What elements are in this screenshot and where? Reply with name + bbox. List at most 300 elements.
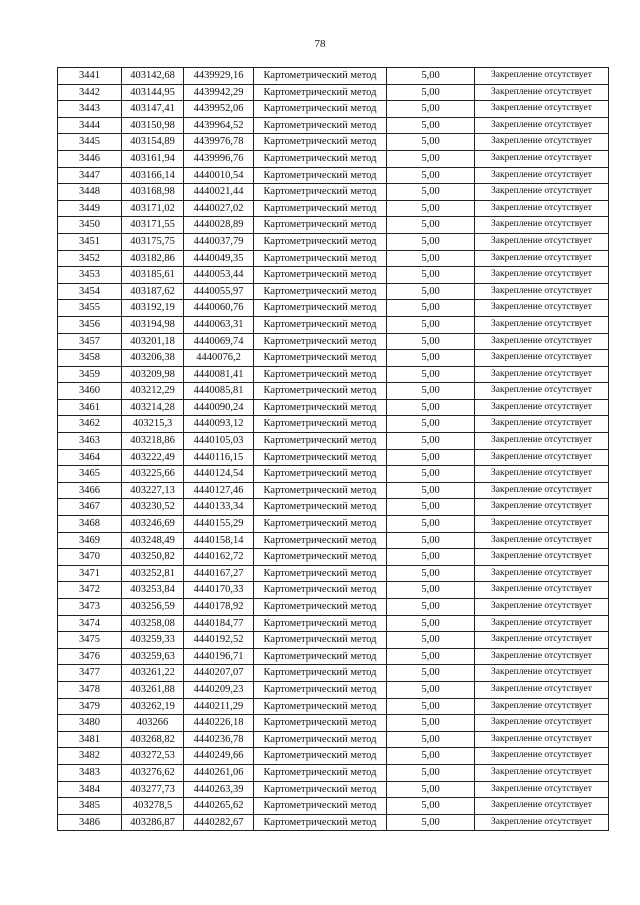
x-coordinate-cell: 403166,14	[122, 167, 184, 184]
table-row	[58, 217, 609, 234]
x-coordinate-cell: 403171,02	[122, 200, 184, 217]
table-row	[58, 383, 609, 400]
accuracy-cell: 5,00	[387, 748, 475, 765]
point-number-cell: 3457	[58, 333, 122, 350]
x-coordinate-cell: 403248,49	[122, 532, 184, 549]
accuracy-cell: 5,00	[387, 200, 475, 217]
fixation-cell: Закрепление отсутствует	[475, 681, 609, 698]
accuracy-cell: 5,00	[387, 466, 475, 483]
table-row	[58, 582, 609, 599]
y-coordinate-cell: 4440263,39	[184, 781, 254, 798]
table-row	[58, 350, 609, 367]
y-coordinate-cell: 4440211,29	[184, 698, 254, 715]
fixation-cell: Закрепление отсутствует	[475, 267, 609, 284]
method-cell: Картометрический метод	[254, 101, 387, 118]
y-coordinate-cell: 4440010,54	[184, 167, 254, 184]
accuracy-cell: 5,00	[387, 84, 475, 101]
table-row	[58, 101, 609, 118]
accuracy-cell: 5,00	[387, 233, 475, 250]
y-coordinate-cell: 4440236,78	[184, 731, 254, 748]
accuracy-cell: 5,00	[387, 433, 475, 450]
accuracy-cell: 5,00	[387, 715, 475, 732]
table-row	[58, 333, 609, 350]
method-cell: Картометрический метод	[254, 599, 387, 616]
fixation-cell: Закрепление отсутствует	[475, 482, 609, 499]
x-coordinate-cell: 403182,86	[122, 250, 184, 267]
method-cell: Картометрический метод	[254, 117, 387, 134]
method-cell: Картометрический метод	[254, 300, 387, 317]
accuracy-cell: 5,00	[387, 167, 475, 184]
accuracy-cell: 5,00	[387, 184, 475, 201]
y-coordinate-cell: 4440155,29	[184, 516, 254, 533]
y-coordinate-cell: 4440116,15	[184, 449, 254, 466]
x-coordinate-cell: 403230,52	[122, 499, 184, 516]
x-coordinate-cell: 403147,41	[122, 101, 184, 118]
x-coordinate-cell: 403206,38	[122, 350, 184, 367]
table-row	[58, 698, 609, 715]
y-coordinate-cell: 4440167,27	[184, 565, 254, 582]
table-row	[58, 715, 609, 732]
table-row	[58, 665, 609, 682]
point-number-cell: 3476	[58, 648, 122, 665]
y-coordinate-cell: 4440158,14	[184, 532, 254, 549]
table-row	[58, 300, 609, 317]
method-cell: Картометрический метод	[254, 333, 387, 350]
point-number-cell: 3459	[58, 366, 122, 383]
y-coordinate-cell: 4440226,18	[184, 715, 254, 732]
point-number-cell: 3455	[58, 300, 122, 317]
fixation-cell: Закрепление отсутствует	[475, 150, 609, 167]
point-number-cell: 3444	[58, 117, 122, 134]
method-cell: Картометрический метод	[254, 698, 387, 715]
accuracy-cell: 5,00	[387, 798, 475, 815]
table-row	[58, 731, 609, 748]
method-cell: Картометрический метод	[254, 615, 387, 632]
table-row	[58, 399, 609, 416]
fixation-cell: Закрепление отсутствует	[475, 499, 609, 516]
point-number-cell: 3442	[58, 84, 122, 101]
fixation-cell: Закрепление отсутствует	[475, 648, 609, 665]
y-coordinate-cell: 4440178,92	[184, 599, 254, 616]
accuracy-cell: 5,00	[387, 482, 475, 499]
method-cell: Картометрический метод	[254, 748, 387, 765]
y-coordinate-cell: 4440037,79	[184, 233, 254, 250]
x-coordinate-cell: 403250,82	[122, 549, 184, 566]
x-coordinate-cell: 403209,98	[122, 366, 184, 383]
coordinates-table-body	[58, 68, 609, 831]
accuracy-cell: 5,00	[387, 599, 475, 616]
fixation-cell: Закрепление отсутствует	[475, 516, 609, 533]
method-cell: Картометрический метод	[254, 549, 387, 566]
fixation-cell: Закрепление отсутствует	[475, 167, 609, 184]
method-cell: Картометрический метод	[254, 516, 387, 533]
y-coordinate-cell: 4440207,07	[184, 665, 254, 682]
accuracy-cell: 5,00	[387, 350, 475, 367]
table-row	[58, 150, 609, 167]
method-cell: Картометрический метод	[254, 134, 387, 151]
method-cell: Картометрический метод	[254, 565, 387, 582]
table-row	[58, 466, 609, 483]
method-cell: Картометрический метод	[254, 814, 387, 831]
method-cell: Картометрический метод	[254, 681, 387, 698]
x-coordinate-cell: 403192,19	[122, 300, 184, 317]
x-coordinate-cell: 403150,98	[122, 117, 184, 134]
fixation-cell: Закрепление отсутствует	[475, 532, 609, 549]
table-row	[58, 549, 609, 566]
fixation-cell: Закрепление отсутствует	[475, 565, 609, 582]
table-row	[58, 184, 609, 201]
y-coordinate-cell: 4440282,67	[184, 814, 254, 831]
fixation-cell: Закрепление отсутствует	[475, 383, 609, 400]
table-row	[58, 599, 609, 616]
accuracy-cell: 5,00	[387, 217, 475, 234]
x-coordinate-cell: 403161,94	[122, 150, 184, 167]
x-coordinate-cell: 403268,82	[122, 731, 184, 748]
y-coordinate-cell: 4440249,66	[184, 748, 254, 765]
x-coordinate-cell: 403194,98	[122, 316, 184, 333]
table-row	[58, 781, 609, 798]
point-number-cell: 3451	[58, 233, 122, 250]
fixation-cell: Закрепление отсутствует	[475, 731, 609, 748]
table-row	[58, 200, 609, 217]
fixation-cell: Закрепление отсутствует	[475, 350, 609, 367]
table-row	[58, 283, 609, 300]
x-coordinate-cell: 403154,89	[122, 134, 184, 151]
method-cell: Картометрический метод	[254, 84, 387, 101]
x-coordinate-cell: 403201,18	[122, 333, 184, 350]
method-cell: Картометрический метод	[254, 150, 387, 167]
table-row	[58, 764, 609, 781]
point-number-cell: 3460	[58, 383, 122, 400]
fixation-cell: Закрепление отсутствует	[475, 814, 609, 831]
y-coordinate-cell: 4440265,62	[184, 798, 254, 815]
point-number-cell: 3472	[58, 582, 122, 599]
fixation-cell: Закрепление отсутствует	[475, 184, 609, 201]
y-coordinate-cell: 4439976,78	[184, 134, 254, 151]
y-coordinate-cell: 4440124,54	[184, 466, 254, 483]
y-coordinate-cell: 4440053,44	[184, 267, 254, 284]
fixation-cell: Закрепление отсутствует	[475, 233, 609, 250]
method-cell: Картометрический метод	[254, 482, 387, 499]
x-coordinate-cell: 403258,08	[122, 615, 184, 632]
fixation-cell: Закрепление отсутствует	[475, 449, 609, 466]
method-cell: Картометрический метод	[254, 267, 387, 284]
x-coordinate-cell: 403259,63	[122, 648, 184, 665]
method-cell: Картометрический метод	[254, 250, 387, 267]
point-number-cell: 3466	[58, 482, 122, 499]
x-coordinate-cell: 403144,95	[122, 84, 184, 101]
fixation-cell: Закрепление отсутствует	[475, 101, 609, 118]
y-coordinate-cell: 4440105,03	[184, 433, 254, 450]
point-number-cell: 3474	[58, 615, 122, 632]
method-cell: Картометрический метод	[254, 350, 387, 367]
accuracy-cell: 5,00	[387, 383, 475, 400]
point-number-cell: 3486	[58, 814, 122, 831]
y-coordinate-cell: 4440162,72	[184, 549, 254, 566]
point-number-cell: 3468	[58, 516, 122, 533]
fixation-cell: Закрепление отсутствует	[475, 466, 609, 483]
table-row	[58, 565, 609, 582]
point-number-cell: 3447	[58, 167, 122, 184]
fixation-cell: Закрепление отсутствует	[475, 764, 609, 781]
y-coordinate-cell: 4440192,52	[184, 632, 254, 649]
fixation-cell: Закрепление отсутствует	[475, 582, 609, 599]
fixation-cell: Закрепление отсутствует	[475, 283, 609, 300]
table-row	[58, 798, 609, 815]
point-number-cell: 3471	[58, 565, 122, 582]
method-cell: Картометрический метод	[254, 731, 387, 748]
fixation-cell: Закрепление отсутствует	[475, 200, 609, 217]
point-number-cell: 3448	[58, 184, 122, 201]
x-coordinate-cell: 403214,28	[122, 399, 184, 416]
x-coordinate-cell: 403278,5	[122, 798, 184, 815]
fixation-cell: Закрепление отсутствует	[475, 366, 609, 383]
point-number-cell: 3470	[58, 549, 122, 566]
x-coordinate-cell: 403185,61	[122, 267, 184, 284]
method-cell: Картометрический метод	[254, 184, 387, 201]
accuracy-cell: 5,00	[387, 764, 475, 781]
accuracy-cell: 5,00	[387, 499, 475, 516]
x-coordinate-cell: 403171,55	[122, 217, 184, 234]
table-row	[58, 499, 609, 516]
accuracy-cell: 5,00	[387, 134, 475, 151]
table-row	[58, 68, 609, 85]
point-number-cell: 3446	[58, 150, 122, 167]
accuracy-cell: 5,00	[387, 615, 475, 632]
accuracy-cell: 5,00	[387, 250, 475, 267]
fixation-cell: Закрепление отсутствует	[475, 715, 609, 732]
y-coordinate-cell: 4440055,97	[184, 283, 254, 300]
x-coordinate-cell: 403212,29	[122, 383, 184, 400]
x-coordinate-cell: 403262,19	[122, 698, 184, 715]
accuracy-cell: 5,00	[387, 366, 475, 383]
method-cell: Картометрический метод	[254, 764, 387, 781]
accuracy-cell: 5,00	[387, 399, 475, 416]
y-coordinate-cell: 4440081,41	[184, 366, 254, 383]
y-coordinate-cell: 4440127,46	[184, 482, 254, 499]
accuracy-cell: 5,00	[387, 283, 475, 300]
y-coordinate-cell: 4440196,71	[184, 648, 254, 665]
y-coordinate-cell: 4440060,76	[184, 300, 254, 317]
accuracy-cell: 5,00	[387, 814, 475, 831]
table-row	[58, 748, 609, 765]
fixation-cell: Закрепление отсутствует	[475, 117, 609, 134]
y-coordinate-cell: 4439942,29	[184, 84, 254, 101]
accuracy-cell: 5,00	[387, 681, 475, 698]
table-row	[58, 532, 609, 549]
x-coordinate-cell: 403286,87	[122, 814, 184, 831]
fixation-cell: Закрепление отсутствует	[475, 549, 609, 566]
method-cell: Картометрический метод	[254, 200, 387, 217]
table-row	[58, 84, 609, 101]
y-coordinate-cell: 4439952,06	[184, 101, 254, 118]
point-number-cell: 3461	[58, 399, 122, 416]
point-number-cell: 3464	[58, 449, 122, 466]
point-number-cell: 3450	[58, 217, 122, 234]
fixation-cell: Закрепление отсутствует	[475, 698, 609, 715]
method-cell: Картометрический метод	[254, 665, 387, 682]
accuracy-cell: 5,00	[387, 68, 475, 85]
method-cell: Картометрический метод	[254, 433, 387, 450]
accuracy-cell: 5,00	[387, 316, 475, 333]
x-coordinate-cell: 403261,88	[122, 681, 184, 698]
x-coordinate-cell: 403276,62	[122, 764, 184, 781]
x-coordinate-cell: 403277,73	[122, 781, 184, 798]
accuracy-cell: 5,00	[387, 150, 475, 167]
accuracy-cell: 5,00	[387, 632, 475, 649]
fixation-cell: Закрепление отсутствует	[475, 84, 609, 101]
point-number-cell: 3458	[58, 350, 122, 367]
x-coordinate-cell: 403259,33	[122, 632, 184, 649]
y-coordinate-cell: 4440049,35	[184, 250, 254, 267]
method-cell: Картометрический метод	[254, 383, 387, 400]
fixation-cell: Закрепление отсутствует	[475, 300, 609, 317]
method-cell: Картометрический метод	[254, 798, 387, 815]
method-cell: Картометрический метод	[254, 466, 387, 483]
method-cell: Картометрический метод	[254, 416, 387, 433]
accuracy-cell: 5,00	[387, 731, 475, 748]
accuracy-cell: 5,00	[387, 565, 475, 582]
fixation-cell: Закрепление отсутствует	[475, 615, 609, 632]
y-coordinate-cell: 4440028,89	[184, 217, 254, 234]
y-coordinate-cell: 4440209,23	[184, 681, 254, 698]
y-coordinate-cell: 4440021,44	[184, 184, 254, 201]
method-cell: Картометрический метод	[254, 781, 387, 798]
method-cell: Картометрический метод	[254, 582, 387, 599]
x-coordinate-cell: 403246,69	[122, 516, 184, 533]
y-coordinate-cell: 4440027,02	[184, 200, 254, 217]
accuracy-cell: 5,00	[387, 300, 475, 317]
y-coordinate-cell: 4440085,81	[184, 383, 254, 400]
table-row	[58, 648, 609, 665]
point-number-cell: 3477	[58, 665, 122, 682]
fixation-cell: Закрепление отсутствует	[475, 416, 609, 433]
y-coordinate-cell: 4439929,16	[184, 68, 254, 85]
table-row	[58, 814, 609, 831]
x-coordinate-cell: 403266	[122, 715, 184, 732]
table-row	[58, 482, 609, 499]
fixation-cell: Закрепление отсутствует	[475, 316, 609, 333]
point-number-cell: 3475	[58, 632, 122, 649]
x-coordinate-cell: 403222,49	[122, 449, 184, 466]
y-coordinate-cell: 4439964,52	[184, 117, 254, 134]
point-number-cell: 3473	[58, 599, 122, 616]
fixation-cell: Закрепление отсутствует	[475, 798, 609, 815]
table-row	[58, 516, 609, 533]
point-number-cell: 3454	[58, 283, 122, 300]
accuracy-cell: 5,00	[387, 549, 475, 566]
table-row	[58, 233, 609, 250]
point-number-cell: 3480	[58, 715, 122, 732]
point-number-cell: 3469	[58, 532, 122, 549]
accuracy-cell: 5,00	[387, 648, 475, 665]
table-row	[58, 167, 609, 184]
accuracy-cell: 5,00	[387, 781, 475, 798]
point-number-cell: 3452	[58, 250, 122, 267]
accuracy-cell: 5,00	[387, 416, 475, 433]
x-coordinate-cell: 403227,13	[122, 482, 184, 499]
method-cell: Картометрический метод	[254, 217, 387, 234]
point-number-cell: 3465	[58, 466, 122, 483]
method-cell: Картометрический метод	[254, 449, 387, 466]
method-cell: Картометрический метод	[254, 233, 387, 250]
point-number-cell: 3449	[58, 200, 122, 217]
point-number-cell: 3445	[58, 134, 122, 151]
table-row	[58, 632, 609, 649]
fixation-cell: Закрепление отсутствует	[475, 433, 609, 450]
point-number-cell: 3479	[58, 698, 122, 715]
accuracy-cell: 5,00	[387, 698, 475, 715]
table-row	[58, 681, 609, 698]
method-cell: Картометрический метод	[254, 715, 387, 732]
table-row	[58, 316, 609, 333]
accuracy-cell: 5,00	[387, 532, 475, 549]
point-number-cell: 3463	[58, 433, 122, 450]
point-number-cell: 3441	[58, 68, 122, 85]
accuracy-cell: 5,00	[387, 516, 475, 533]
y-coordinate-cell: 4440063,31	[184, 316, 254, 333]
table-row	[58, 134, 609, 151]
y-coordinate-cell: 4440090,24	[184, 399, 254, 416]
x-coordinate-cell: 403168,98	[122, 184, 184, 201]
point-number-cell: 3443	[58, 101, 122, 118]
point-number-cell: 3481	[58, 731, 122, 748]
y-coordinate-cell: 4440133,34	[184, 499, 254, 516]
point-number-cell: 3453	[58, 267, 122, 284]
point-number-cell: 3482	[58, 748, 122, 765]
method-cell: Картометрический метод	[254, 68, 387, 85]
method-cell: Картометрический метод	[254, 399, 387, 416]
x-coordinate-cell: 403218,86	[122, 433, 184, 450]
method-cell: Картометрический метод	[254, 632, 387, 649]
fixation-cell: Закрепление отсутствует	[475, 632, 609, 649]
accuracy-cell: 5,00	[387, 101, 475, 118]
x-coordinate-cell: 403272,53	[122, 748, 184, 765]
x-coordinate-cell: 403142,68	[122, 68, 184, 85]
table-row	[58, 449, 609, 466]
page-number: 78	[314, 38, 326, 50]
y-coordinate-cell: 4440093,12	[184, 416, 254, 433]
table-row	[58, 250, 609, 267]
fixation-cell: Закрепление отсутствует	[475, 217, 609, 234]
x-coordinate-cell: 403252,81	[122, 565, 184, 582]
method-cell: Картометрический метод	[254, 648, 387, 665]
accuracy-cell: 5,00	[387, 333, 475, 350]
y-coordinate-cell: 4440170,33	[184, 582, 254, 599]
table-row	[58, 615, 609, 632]
fixation-cell: Закрепление отсутствует	[475, 781, 609, 798]
fixation-cell: Закрепление отсутствует	[475, 250, 609, 267]
table-row	[58, 267, 609, 284]
fixation-cell: Закрепление отсутствует	[475, 748, 609, 765]
point-number-cell: 3485	[58, 798, 122, 815]
coordinates-table	[57, 67, 609, 831]
point-number-cell: 3478	[58, 681, 122, 698]
accuracy-cell: 5,00	[387, 267, 475, 284]
table-row	[58, 366, 609, 383]
x-coordinate-cell: 403187,62	[122, 283, 184, 300]
x-coordinate-cell: 403225,66	[122, 466, 184, 483]
fixation-cell: Закрепление отсутствует	[475, 333, 609, 350]
method-cell: Картометрический метод	[254, 316, 387, 333]
x-coordinate-cell: 403253,84	[122, 582, 184, 599]
x-coordinate-cell: 403215,3	[122, 416, 184, 433]
fixation-cell: Закрепление отсутствует	[475, 599, 609, 616]
method-cell: Картометрический метод	[254, 532, 387, 549]
accuracy-cell: 5,00	[387, 665, 475, 682]
fixation-cell: Закрепление отсутствует	[475, 68, 609, 85]
x-coordinate-cell: 403256,59	[122, 599, 184, 616]
